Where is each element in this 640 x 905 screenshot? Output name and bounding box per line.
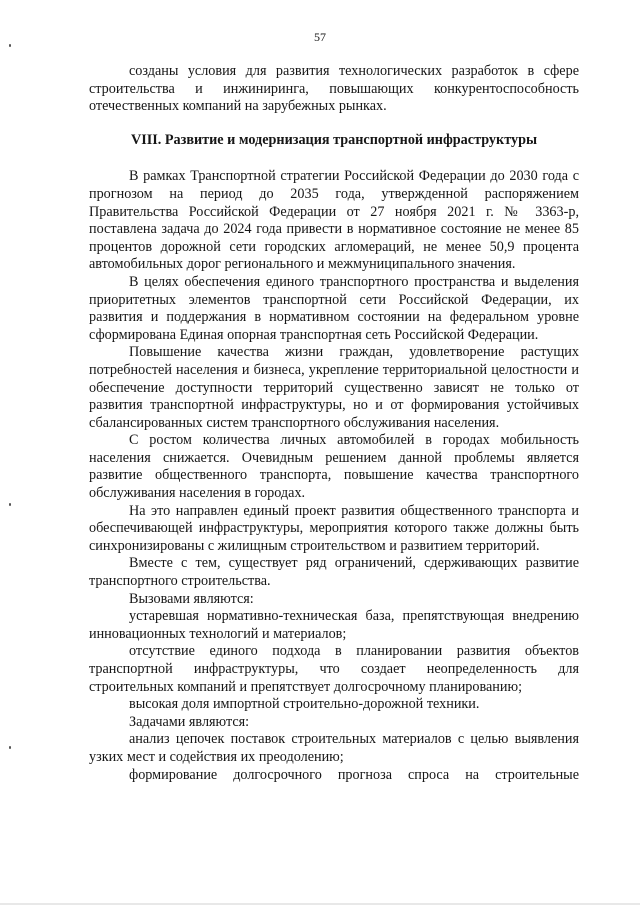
page-number: 57 xyxy=(314,30,326,44)
paragraph: В целях обеспечения единого транспортного пространства и выделения приоритетных элементов транспортной сети Российской Федерации, их развития и поддержания в нормативном состоянии на федеральном уровне сформирована Единая опорная транспортная сеть Российской Федерации. xyxy=(89,273,579,343)
task-item: анализ цепочек поставок строительных материалов с целью выявления узких мест и содействия их преодолению; xyxy=(89,731,579,765)
challenges-label: Вызовами являются: xyxy=(129,590,254,607)
paragraph: Повышение качества жизни граждан, удовлетворение растущих потребностей населения и бизнеса, укрепление территориальной целостности и обеспечение доступности территорий существенно зависят не только от развития транспортной инфраструктуры, но и от формирования устойчивых сбалансированных систем транспортного обслуживания населения. xyxy=(89,344,579,431)
scan-mark xyxy=(9,44,11,47)
task-item: формирование долгосрочного прогноза спроса на строительные xyxy=(129,766,579,783)
challenge-item: отсутствие единого подхода в планировании развития объектов транспортной инфраструктуры, что создает неопределенность для строительных компаний и препятствует долгосрочному планированию; xyxy=(89,643,579,695)
tasks-label: Задачами являются: xyxy=(129,713,250,730)
challenge-item: высокая доля импортной строительно-дорожной техники. xyxy=(129,696,480,713)
paragraph: С ростом количества личных автомобилей в городах мобильность населения снижается. Очевидным решением данной проблемы является развитие общественного транспорта, повышение качества транспортного обслуживания населения в городах. xyxy=(89,432,579,502)
paragraph: Вместе с тем, существует ряд ограничений, сдерживающих развитие транспортного строительства. xyxy=(89,555,579,590)
paragraph: В рамках Транспортной стратегии Российской Федерации до 2030 года с прогнозом на период до 2035 года, утвержденной распоряжением Правительства Российской Федерации от 27 ноября 2021 г. № 3363-р, поставлена задача до 2024 года привести в нормативное состояние не менее 85 процентов дорожной сети городских агломераций, не менее 50,9 процента автомобильных дорог регионального и межмуниципального значения. xyxy=(89,168,579,273)
scan-mark xyxy=(9,503,11,506)
section-heading: VIII. Развитие и модернизация транспортной инфраструктуры xyxy=(130,131,538,148)
intro-paragraph: созданы условия для развития технологических разработок в сфере строительства и инжиниринга, повышающих конкурентоспособность отечественных компаний на зарубежных рынках. xyxy=(89,63,579,115)
scan-mark xyxy=(9,746,11,749)
challenge-item: устаревшая нормативно-техническая база, препятствующая внедрению инновационных технологий и материалов; xyxy=(89,608,579,642)
paragraph: На это направлен единый проект развития общественного транспорта и обеспечивающей инфраструктуры, мероприятия которого также должны быть синхронизированы с жилищным строительством и развитием территорий. xyxy=(89,502,579,554)
document-body xyxy=(89,63,579,784)
